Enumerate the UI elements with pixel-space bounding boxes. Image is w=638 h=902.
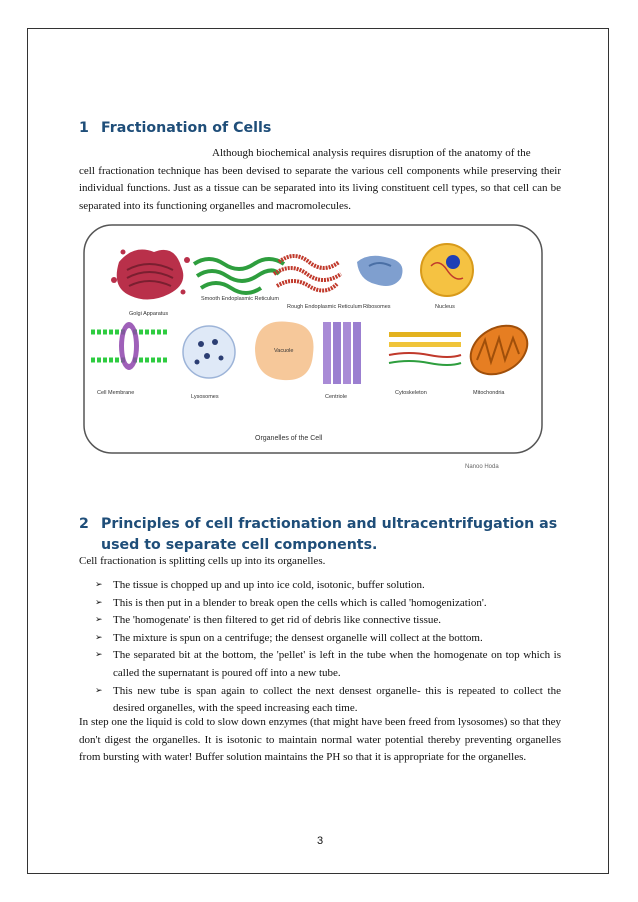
- label-mitochondria: Mitochondria: [473, 390, 505, 396]
- section-2-paragraph: In step one the liquid is cold to slow down enzymes (that might have been freed from lysosomes) so that they don't digest the organelles. It is isotonic to maintain normal water potential thereby preventing organelles from bursting with water! Buffer solution maintains the PH so that it is appropriate for the organelles.: [79, 716, 561, 764]
- fractionation-steps-list: [79, 577, 561, 718]
- page-number: 3: [316, 835, 324, 847]
- figure-caption: Organelles of the Cell: [255, 435, 323, 442]
- lysosomes-icon: [183, 326, 235, 378]
- arrow-bullet-icon: ➢: [95, 615, 103, 626]
- label-smooth-er: Smooth Endoplasmic Reticulum: [201, 296, 279, 302]
- list-item: ➢ This new tube is span again to collect the next densest organelle- this is repeated to collect the desired organelles, with the speed increasing each time.: [95, 684, 561, 715]
- arrow-bullet-icon: ➢: [95, 580, 103, 590]
- figure-credit: Nanoo Hoda: [465, 464, 499, 470]
- list-item: ➢ The 'homogenate' is then filtered to get rid of debris like connective tissue.: [79, 612, 561, 630]
- section-2-heading: [79, 514, 561, 555]
- label-rough-er: Rough Endoplasmic Reticulum: [287, 304, 363, 310]
- label-cell-membrane: Cell Membrane: [97, 390, 135, 396]
- nucleus-icon: [421, 244, 473, 296]
- section-1-paragraph-rest: cell fractionation technique has been devised to separate the various cell components while preserving their individual functions. Just as a tissue can be separated into its living constituent cell types, so that cell can be separated into its functioning organelles and macromolecules.: [79, 164, 561, 212]
- organelles-figure: [79, 222, 561, 480]
- arrow-bullet-icon: ➢: [95, 632, 103, 643]
- label-nucleus: Nucleus: [435, 304, 455, 310]
- list-item: ➢ The mixture is spun on a centrifuge; the densest organelle will collect at the bottom.: [79, 630, 561, 648]
- section-1-heading: [79, 120, 271, 136]
- label-centriole: Centriole: [325, 394, 348, 400]
- section-1-number: 1: [79, 120, 89, 136]
- arrow-bullet-icon: ➢: [95, 597, 103, 608]
- arrow-bullet-icon: ➢: [95, 685, 103, 696]
- list-item: ➢ The tissue is chopped up and up into ice cold, isotonic, buffer solution.: [79, 577, 561, 595]
- label-cytoskeleton: Cytoskeleton: [395, 390, 427, 396]
- label-vacuole: Vacuole: [274, 348, 294, 354]
- section-1-paragraph: [79, 145, 561, 215]
- section-2-number: 2: [79, 516, 89, 532]
- label-lysosomes: Lysosomes: [191, 394, 219, 400]
- arrow-bullet-icon: ➢: [95, 650, 103, 661]
- section-1-title: Fractionation of Cells: [101, 120, 272, 136]
- section-2-intro: Cell fractionation is splitting cells up into its organelles.: [79, 555, 326, 567]
- list-item: ➢ This is then put in a blender to break open the cells which is called 'homogenization'.: [79, 595, 561, 613]
- list-item: ➢ The separated bit at the bottom, the 'pellet' is left in the tube when the homogenate on top which is called the supernatant is poured off into a new tube.: [95, 649, 561, 679]
- label-ribosomes: Ribosomes: [363, 304, 391, 310]
- section-2-title: Principles of cell fractionation and ultracentrifugation as used to separate cell components.: [101, 516, 558, 553]
- section-1-paragraph-lead: Although biochemical analysis requires disruption of the anatomy of the: [212, 147, 531, 159]
- label-golgi: Golgi Apparatus: [129, 311, 169, 317]
